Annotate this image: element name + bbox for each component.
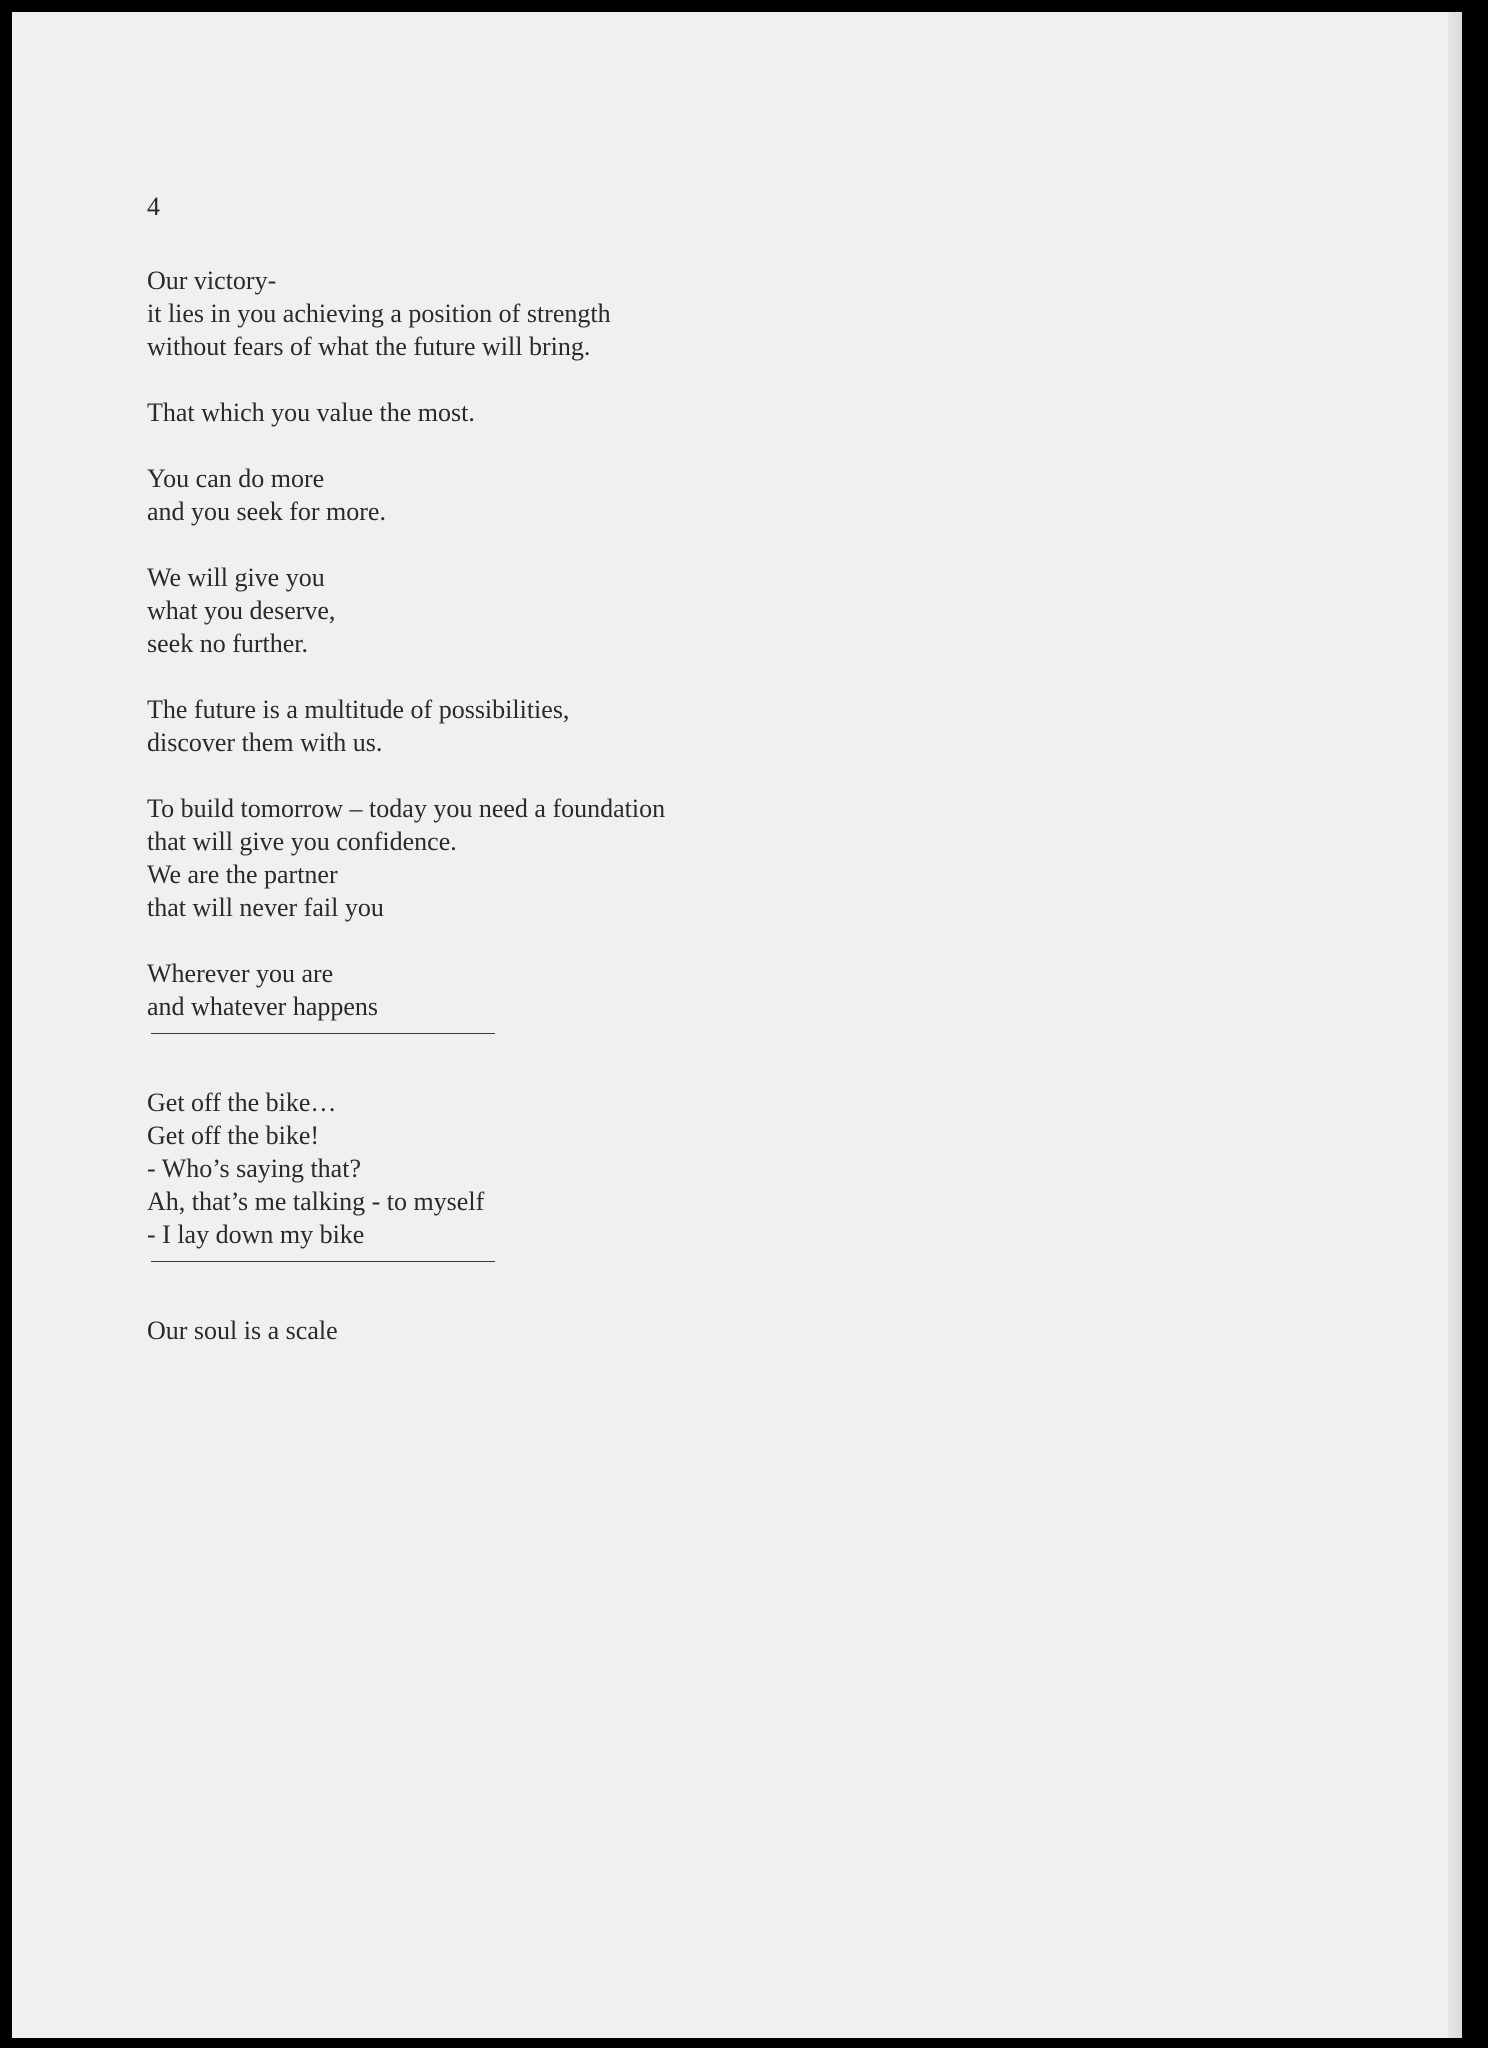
stanza xyxy=(147,693,665,759)
poem-section xyxy=(147,264,665,1023)
poem-line: what you deserve, xyxy=(147,596,336,625)
stanza xyxy=(147,264,665,363)
poem-section xyxy=(147,1086,665,1251)
section-divider xyxy=(151,1033,495,1034)
poem-line: seek no further. xyxy=(147,629,309,658)
stanza xyxy=(147,792,665,924)
poem-line: that will give you confidence. xyxy=(147,827,457,856)
stanza xyxy=(147,1314,665,1347)
poem-line: - I lay down my bike xyxy=(147,1220,365,1249)
poem-line: To build tomorrow – today you need a foundation xyxy=(147,794,666,823)
stanza xyxy=(147,462,665,528)
poem-line: and you seek for more. xyxy=(147,497,386,526)
document-text xyxy=(147,190,665,1347)
page-number: 4 xyxy=(147,192,160,221)
poem-line: it lies in you achieving a position of strength xyxy=(147,299,611,328)
poem-line: and whatever happens xyxy=(147,992,379,1021)
poem-line: You can do more xyxy=(147,464,325,493)
poem-line: Our victory- xyxy=(147,266,277,295)
poem-line: without fears of what the future will bring. xyxy=(147,332,591,361)
poem-line: Get off the bike… xyxy=(147,1088,337,1117)
poem-line: Our soul is a scale xyxy=(147,1316,338,1345)
document-page xyxy=(12,12,1462,2038)
poem-line: Ah, that’s me talking - to myself xyxy=(147,1187,485,1216)
stanza xyxy=(147,1086,665,1251)
stanza xyxy=(147,561,665,660)
section-divider xyxy=(151,1261,495,1262)
poem-line: Wherever you are xyxy=(147,959,334,988)
poem-line: that will never fail you xyxy=(147,893,384,922)
stanza xyxy=(147,396,665,429)
poem-line: We will give you xyxy=(147,563,325,592)
stanza xyxy=(147,957,665,1023)
poem-line: discover them with us. xyxy=(147,728,383,757)
page-edge-shadow xyxy=(1448,12,1462,2038)
poem-line: That which you value the most. xyxy=(147,398,475,427)
poem-line: We are the partner xyxy=(147,860,338,889)
poem-line: Get off the bike! xyxy=(147,1121,320,1150)
poem-line: - Who’s saying that? xyxy=(147,1154,361,1183)
poem-line: The future is a multitude of possibilities, xyxy=(147,695,570,724)
poem-section xyxy=(147,1314,665,1347)
